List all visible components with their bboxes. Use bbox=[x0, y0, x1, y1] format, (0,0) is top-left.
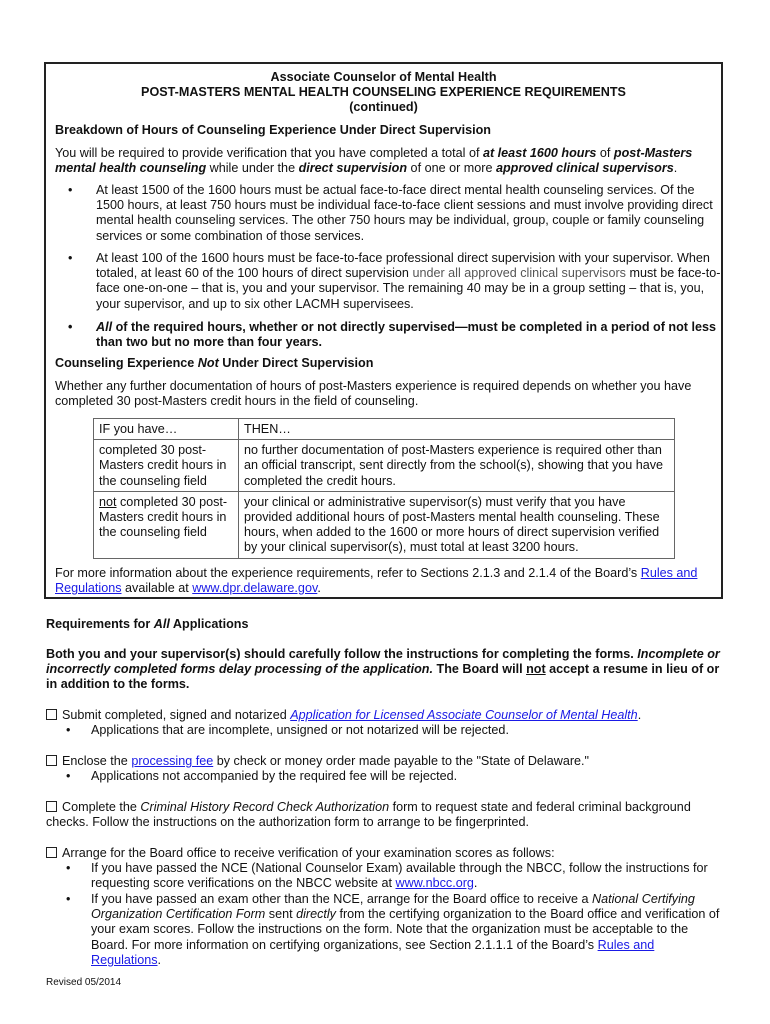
revised-date: Revised 05/2014 bbox=[46, 977, 122, 988]
bullet-icon: • bbox=[66, 723, 71, 737]
checklist-item-exam-scores: Arrange for the Board office to receive verification of your examination scores as follows: bbox=[46, 846, 726, 861]
table-cell-then: your clinical or administrative supervisor(s) must verify that you have provided additional hours of post-Masters mental health counseling. These hours, when added to the 1600 or more hours of direct supervision verified by your clinical supervisor(s), must total at least 3200 hours. bbox=[239, 491, 675, 558]
nbcc-website-link[interactable]: www.nbcc.org bbox=[395, 876, 474, 891]
checkbox-application[interactable] bbox=[46, 709, 57, 720]
checklist-item-criminal-history: Complete the Criminal History Record Check Authorization form to request state and federal criminal background checks. Follow the instructions on the authorization form to arrange to be fingerprinted. bbox=[46, 800, 691, 830]
rules-regulations-link[interactable]: Rules and Regulations bbox=[55, 566, 698, 596]
conditions-table bbox=[93, 418, 675, 559]
bullet-icon: • bbox=[68, 183, 73, 197]
dpr-website-link[interactable]: www.dpr.delaware.gov bbox=[192, 581, 318, 596]
breakdown-intro: You will be required to provide verification that you have completed a total of at least 1600 hours of post-Masters mental health counseling while under the direct supervision of one or more approved clinical supervisors. bbox=[55, 146, 693, 176]
not-direct-heading: Counseling Experience Not Under Direct Supervision bbox=[55, 356, 374, 370]
table-header-row bbox=[94, 419, 675, 440]
continued-label: (continued) bbox=[349, 100, 418, 114]
table-cell-if: completed 30 post-Masters credit hours in the counseling field bbox=[94, 440, 239, 492]
form-title: Associate Counselor of Mental Health bbox=[270, 70, 497, 84]
bullet-icon: • bbox=[68, 320, 73, 334]
bullet-icon: • bbox=[66, 769, 71, 783]
rules-regulations-link-2[interactable]: Rules and Regulations bbox=[91, 937, 655, 967]
table-cell-then: no further documentation of post-Masters experience is required other than an official transcript, sent directly from the school(s), showing that you have completed the credit hours. bbox=[239, 440, 675, 492]
checkbox-fee[interactable] bbox=[46, 755, 57, 766]
form-subtitle: POST-MASTERS MENTAL HEALTH COUNSELING EXPERIENCE REQUIREMENTS bbox=[141, 85, 626, 99]
table-row bbox=[94, 440, 675, 492]
breakdown-heading: Breakdown of Hours of Counseling Experience Under Direct Supervision bbox=[55, 123, 491, 137]
bullet-icon: • bbox=[66, 892, 71, 906]
bullet-icon: • bbox=[66, 861, 71, 875]
application-form-link[interactable]: Application for Licensed Associate Counselor of Mental Health bbox=[290, 708, 638, 722]
checklist-item-fee: Enclose the processing fee by check or money order made payable to the "State of Delaware." bbox=[46, 754, 726, 769]
not-direct-intro: Whether any further documentation of hours of post-Masters experience is required depends on whether you have completed 30 post-Masters credit hours in the field of counseling. bbox=[55, 379, 692, 409]
table-row bbox=[94, 491, 675, 558]
more-info-text: For more information about the experience requirements, refer to Sections 2.1.3 and 2.1.4 of the Board’s Rules and Regulations available at www.dpr.delaware.gov. bbox=[55, 566, 698, 596]
all-applications-heading: Requirements for All Applications bbox=[46, 617, 249, 631]
table-header: THEN… bbox=[239, 419, 675, 440]
processing-fee-link[interactable]: processing fee bbox=[131, 754, 214, 768]
table-header: IF you have… bbox=[94, 419, 239, 440]
requirements-box: Associate Counselor of Mental Health POST-MASTERS MENTAL HEALTH COUNSELING EXPERIENCE REQUIREMENTS (continued) Breakdown of Hours of Counseling Experience Under Direct Supervision You will be required to provide verification that you have completed a total of at least 1600 hours of post-Masters mental health counseling while under the direct supervision of one or more approved clinical supervisors. • At least 1500 of the 1600 hours must be actual face-to-face direct mental health counseling services. Of the 1500 hours, at least 750 hours must be individual face-to-face client sessions and must involve providing direct mental health counseling services. The other 750 hours may be individual, group, couple or family counseling services or some combination of those services. • At least 100 of the 1600 hours must be face-to-face professional direct supervision with your supervisor. When totaled, at least 60 of the 100 hours of direct supervision under all approved clinical supervisors must be face-to-face one-on-one – that is, you and your supervisor. The remaining 40 may be in a group setting – that is, you, your supervisor, and up to six other LACMH supervisees. • All of the required hours, whether or not directly supervised—must be completed in a period of not less than two but no more than four years. Counseling Experience Not Under Direct Supervision Whether any further documentation of hours of post-Masters experience is required depends on whether you have completed 30 post-Masters credit hours in the field of counseling. IF you have… THEN… completed 30 post-Masters credit hours in the counseling field no further documentation of post-Masters experience is required other than an official transcript, sent directly from the school(s), showing that you have completed the credit hours. not completed 30 post-Masters credit hours in the counseling field your clinical or administrative supervisor(s) must verify that you have provided additional hours of post-Masters mental health counseling. These hours, when added to the 1600 or more hours of direct supervision verified by your clinical supervisor(s), must total at least 3200 hours. For more information about the experience requirements, refer to Sections 2.1.3 and 2.1.4 of the Board’s Rules and Regulations available at www.dpr.delaware.gov. bbox=[44, 62, 723, 599]
table-cell-if: not completed 30 post-Masters credit hours in the counseling field bbox=[94, 491, 239, 558]
checkbox-exam-scores[interactable] bbox=[46, 847, 57, 858]
forms-warning: Both you and your supervisor(s) should carefully follow the instructions for completing the forms. Incomplete or incorrectly completed forms delay processing of the application. The Board will not accept a resume in lieu of or in addition to the forms. bbox=[46, 647, 720, 692]
bullet-icon: • bbox=[68, 251, 73, 265]
checklist-item-application: Submit completed, signed and notarized Application for Licensed Associate Counselor of Mental Health. bbox=[46, 708, 726, 723]
checkbox-criminal-history[interactable] bbox=[46, 801, 57, 812]
